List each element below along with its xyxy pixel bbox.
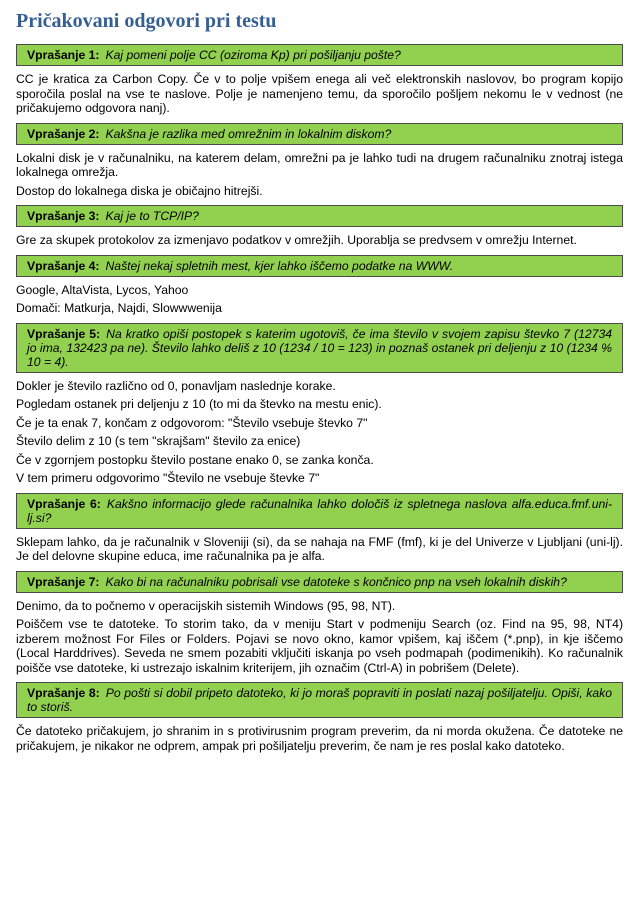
answer-paragraph: Google, AltaVista, Lycos, Yahoo: [16, 282, 189, 297]
question-label: Vprašanje 2:: [27, 126, 100, 141]
answer-paragraph: Poiščem vse te datoteke. To storim tako, da v meniju Start v podmeniju Search (oz. Find na 95, 98, NT4) izberem možnost For Files or Folders. Pojavi se novo okno, kamor vpišem, kaj iščem (*.pnp), in kje iščemo (Local Harddrives). Seveda ne smem pozabiti vključiti iskanja po vseh podmapah (podimenikih). Ko računalnik poišče vse datoteke, ki ustrezajo iskalnim kriterijem, jih označim (Ctrl-A) in pobrišem (Delete).: [16, 617, 623, 675]
question-text: Naštej nekaj spletnih mest, kjer lahko iščemo podatke na WWW.: [105, 258, 454, 273]
answer-paragraph: Dostop do lokalnega diska je običajno hitrejši.: [16, 183, 263, 198]
question-text: Na kratko opiši postopek s katerim ugotoviš, če ima število v svojem zapisu števko 7 (12734 jo ima, 132423 pa ne). Število lahko deliš z 10 (1234 / 10 = 123) in poznaš ostanek pri deljenju z 10 (1234 % 10 = 4).: [27, 326, 612, 369]
answer-paragraph: Pogledam ostanek pri deljenju z 10 (to mi da števko na mestu enic).: [16, 397, 382, 411]
question-text: Kaj pomeni polje CC (oziroma Kp) pri pošiljanju pošte?: [105, 48, 401, 62]
question-box: [16, 255, 623, 277]
answer-paragraph: Lokalni disk je v računalniku, na katerem delam, omrežni pa je lahko tudi na drugem računalniku znotraj istega lokalnega omrežja.: [16, 150, 623, 179]
question-label: Vprašanje 1:: [27, 48, 100, 62]
question-box: [16, 44, 623, 66]
question-label: Vprašanje 5:: [27, 326, 101, 341]
question-box: [16, 682, 623, 718]
document-page: [16, 8, 623, 760]
answer-paragraph: Domači: Matkurja, Najdi, Slowwwenija: [16, 301, 222, 315]
question-text: Po pošti si dobil pripeto datoteko, ki jo moraš popraviti in poslati nazaj pošiljatelju. Opiši, kako to storiš.: [27, 686, 612, 714]
answer-paragraph: Število delim z 10 (s tem "skrajšam" število za enice): [16, 434, 301, 448]
answer-paragraph: V tem primeru odgovorimo "Število ne vsebuje števke 7": [16, 471, 320, 485]
answer-paragraph: Denimo, da to počnemo v operacijskih sistemih Windows (95, 98, NT).: [16, 598, 396, 613]
qa-list: [16, 44, 623, 753]
question-label: Vprašanje 4:: [27, 258, 100, 273]
page-title: Pričakovani odgovori pri testu: [16, 10, 277, 32]
question-label: Vprašanje 3:: [27, 209, 100, 223]
question-text: Kakšna je razlika med omrežnim in lokalnim diskom?: [105, 126, 392, 141]
question-text: Kako bi na računalniku pobrisali vse datoteke s končnico pnp na vseh lokalnih diskih?: [105, 574, 567, 589]
answer-paragraph: Gre za skupek protokolov za izmenjavo podatkov v omrežjih. Uporablja se predvsem v omrežju Internet.: [16, 233, 577, 247]
question-box: [16, 493, 623, 529]
question-box: [16, 323, 623, 373]
question-box: [16, 205, 623, 227]
answer-paragraph: Sklepam lahko, da je računalnik v Sloveniji (si), da se nahaja na FMF (fmf), ki je del Univerze v Ljubljani (uni-lj). Je del delovne skupine educa, ime računalnika pa je alfa.: [16, 534, 623, 563]
question-text: Kaj je to TCP/IP?: [105, 209, 199, 223]
question-box: [16, 123, 623, 145]
answer-paragraph: Če je ta enak 7, končam z odgovorom: "Število vsebuje števko 7": [16, 415, 368, 430]
answer-paragraph: Če v zgornjem postopku število postane enako 0, se zanka konča.: [16, 452, 374, 467]
question-label: Vprašanje 6:: [27, 496, 101, 511]
question-label: Vprašanje 7:: [27, 574, 100, 589]
answer-paragraph: Dokler je število različno od 0, ponavljam naslednje korake.: [16, 378, 336, 393]
question-label: Vprašanje 8:: [27, 686, 100, 700]
question-box: [16, 571, 623, 593]
question-text: Kakšno informacijo glede računalnika lahko določiš iz spletnega naslova alfa.educa.fmf.uni-lj.si?: [27, 496, 613, 525]
answer-paragraph: Če datoteko pričakujem, jo shranim in s protivirusnim program preverim, da ni morda okužena. Če datoteke ne pričakujem, je nikakor ne odprem, ampak pri pošiljatelju preverim, če nam je res poslal kako datoteko.: [16, 724, 623, 753]
answer-paragraph: CC je kratica za Carbon Copy. Če v to polje vpišem enega ali več elektronskih naslovov, bo program kopijo sporočila poslal na vse te naslove. Polje je namenjeno temu, da sporočilo pošljem nekomu le v vednost (ne pričakujemo odgovora nanj).: [16, 72, 623, 115]
